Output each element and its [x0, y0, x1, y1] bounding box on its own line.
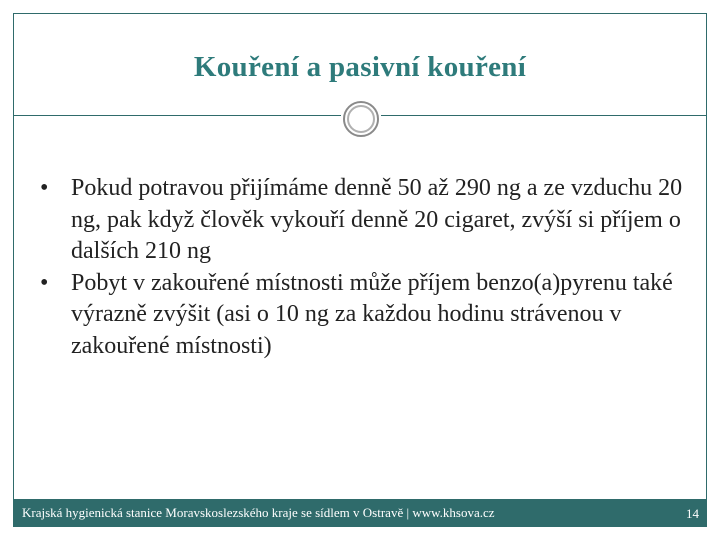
bullet-dot: •	[40, 269, 49, 296]
circle-ornament-icon	[341, 99, 381, 139]
title-divider-left	[14, 115, 341, 116]
bullet-text: Pobyt v zakouřené místnosti může příjem benzo(a)pyrenu také výrazně zvýšit (asi o 10 ng za každou hodinu strávenou v zakouřené místnosti)	[71, 269, 673, 359]
footer-text: Krajská hygienická stanice Moravskoslezského kraje se sídlem v Ostravě | www.khsova.cz	[22, 505, 495, 520]
bullet-text: Pokud potravou přijímáme denně 50 až 290 ng a ze vzduchu 20 ng, pak když člověk vykouří denně 20 cigaret, zvýší si příjem o dalších 210 ng	[71, 175, 683, 264]
slide-title: Kouření a pasivní kouření	[193, 50, 527, 83]
bullet-dot: •	[40, 175, 49, 201]
bullet-item	[40, 268, 700, 363]
title-divider-right	[381, 115, 706, 116]
slide-content	[40, 173, 700, 362]
page-number: 14	[686, 506, 699, 521]
bullet-item	[40, 173, 700, 268]
